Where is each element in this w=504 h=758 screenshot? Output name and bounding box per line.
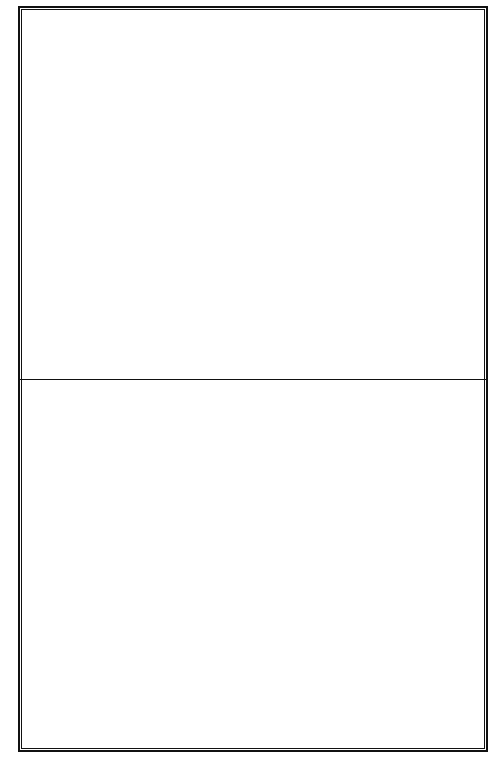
- page-divider: [20, 379, 486, 380]
- document-page: [18, 6, 488, 752]
